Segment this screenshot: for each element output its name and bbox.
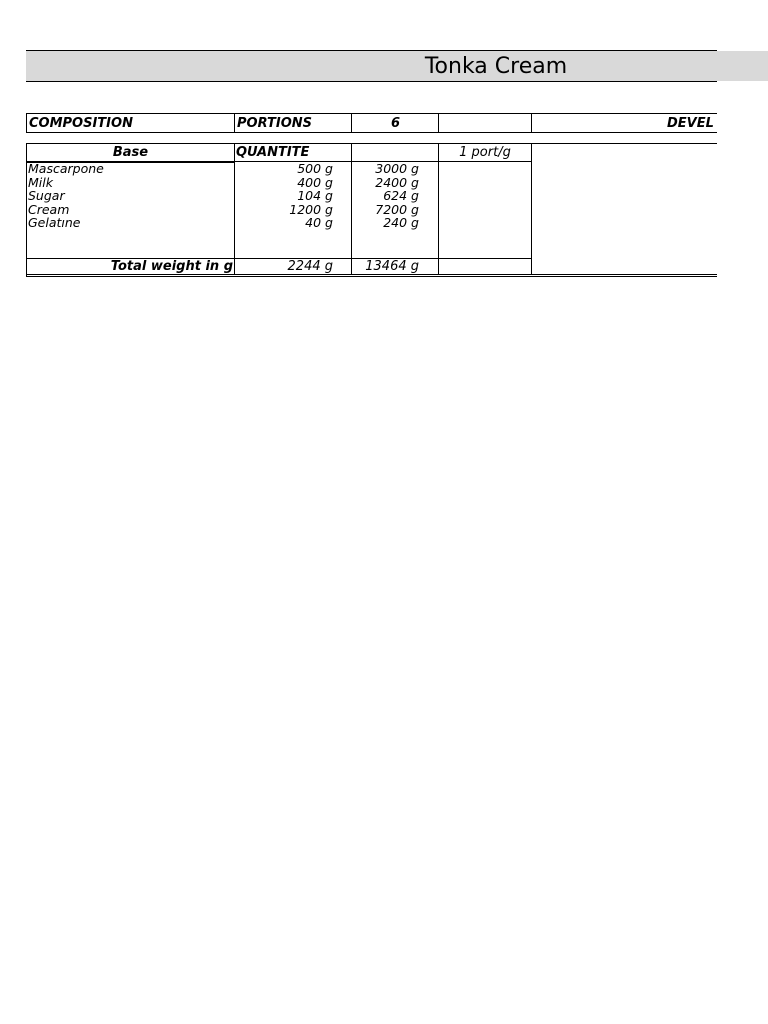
ingredient-name: Sugar <box>28 188 65 204</box>
col-line-left <box>26 143 27 276</box>
composition-header: COMPOSITION <box>26 113 235 133</box>
col-line-per-portion <box>438 143 439 275</box>
per-portion-header: 1 port/g <box>459 145 511 160</box>
title-band <box>26 50 717 82</box>
ingredient-total: 2400 g <box>375 174 419 190</box>
col-line-development <box>531 143 532 275</box>
ingredient-total: 7200 g <box>375 201 419 217</box>
ingredient-total: 624 g <box>383 188 419 204</box>
ingredient-total: 3000 g <box>375 161 419 176</box>
table-bottom-double-border <box>26 276 717 277</box>
total-weight-qty: 2244 g <box>287 259 333 274</box>
col-line-total <box>351 143 352 275</box>
ingredient-name: Cream <box>28 201 70 217</box>
ingredient-name: Gelatıne <box>28 215 81 231</box>
portions-value: 6 <box>351 113 439 133</box>
total-weight-all: 13464 g <box>365 259 419 274</box>
portions-header: PORTIONS <box>234 113 352 133</box>
ingredient-names <box>28 162 232 230</box>
header-empty-cell <box>438 113 532 133</box>
col-line-quantity <box>234 143 235 275</box>
ingredient-quantities <box>236 162 333 230</box>
ingredient-total: 240 g <box>383 215 419 231</box>
recipe-title: Tonka Cream <box>424 54 568 79</box>
table-bottom-border <box>26 274 717 275</box>
quantity-header: QUANTITE <box>236 145 310 160</box>
ingredient-qty: 400 g <box>297 174 333 190</box>
base-section-label: Base <box>112 145 149 160</box>
ingredient-qty: 104 g <box>297 188 333 204</box>
ingredient-qty: 40 g <box>305 215 333 231</box>
ingredient-qty: 500 g <box>297 161 333 176</box>
ingredient-totals <box>353 162 419 230</box>
title-band-overflow <box>717 51 768 81</box>
development-header: DEVEL <box>531 113 717 133</box>
ingredient-name: Milk <box>28 174 53 190</box>
ingredient-qty: 1200 g <box>289 201 333 217</box>
ingredient-name: Mascarpone <box>28 161 104 176</box>
total-weight-label: Total weight in g <box>110 259 233 274</box>
